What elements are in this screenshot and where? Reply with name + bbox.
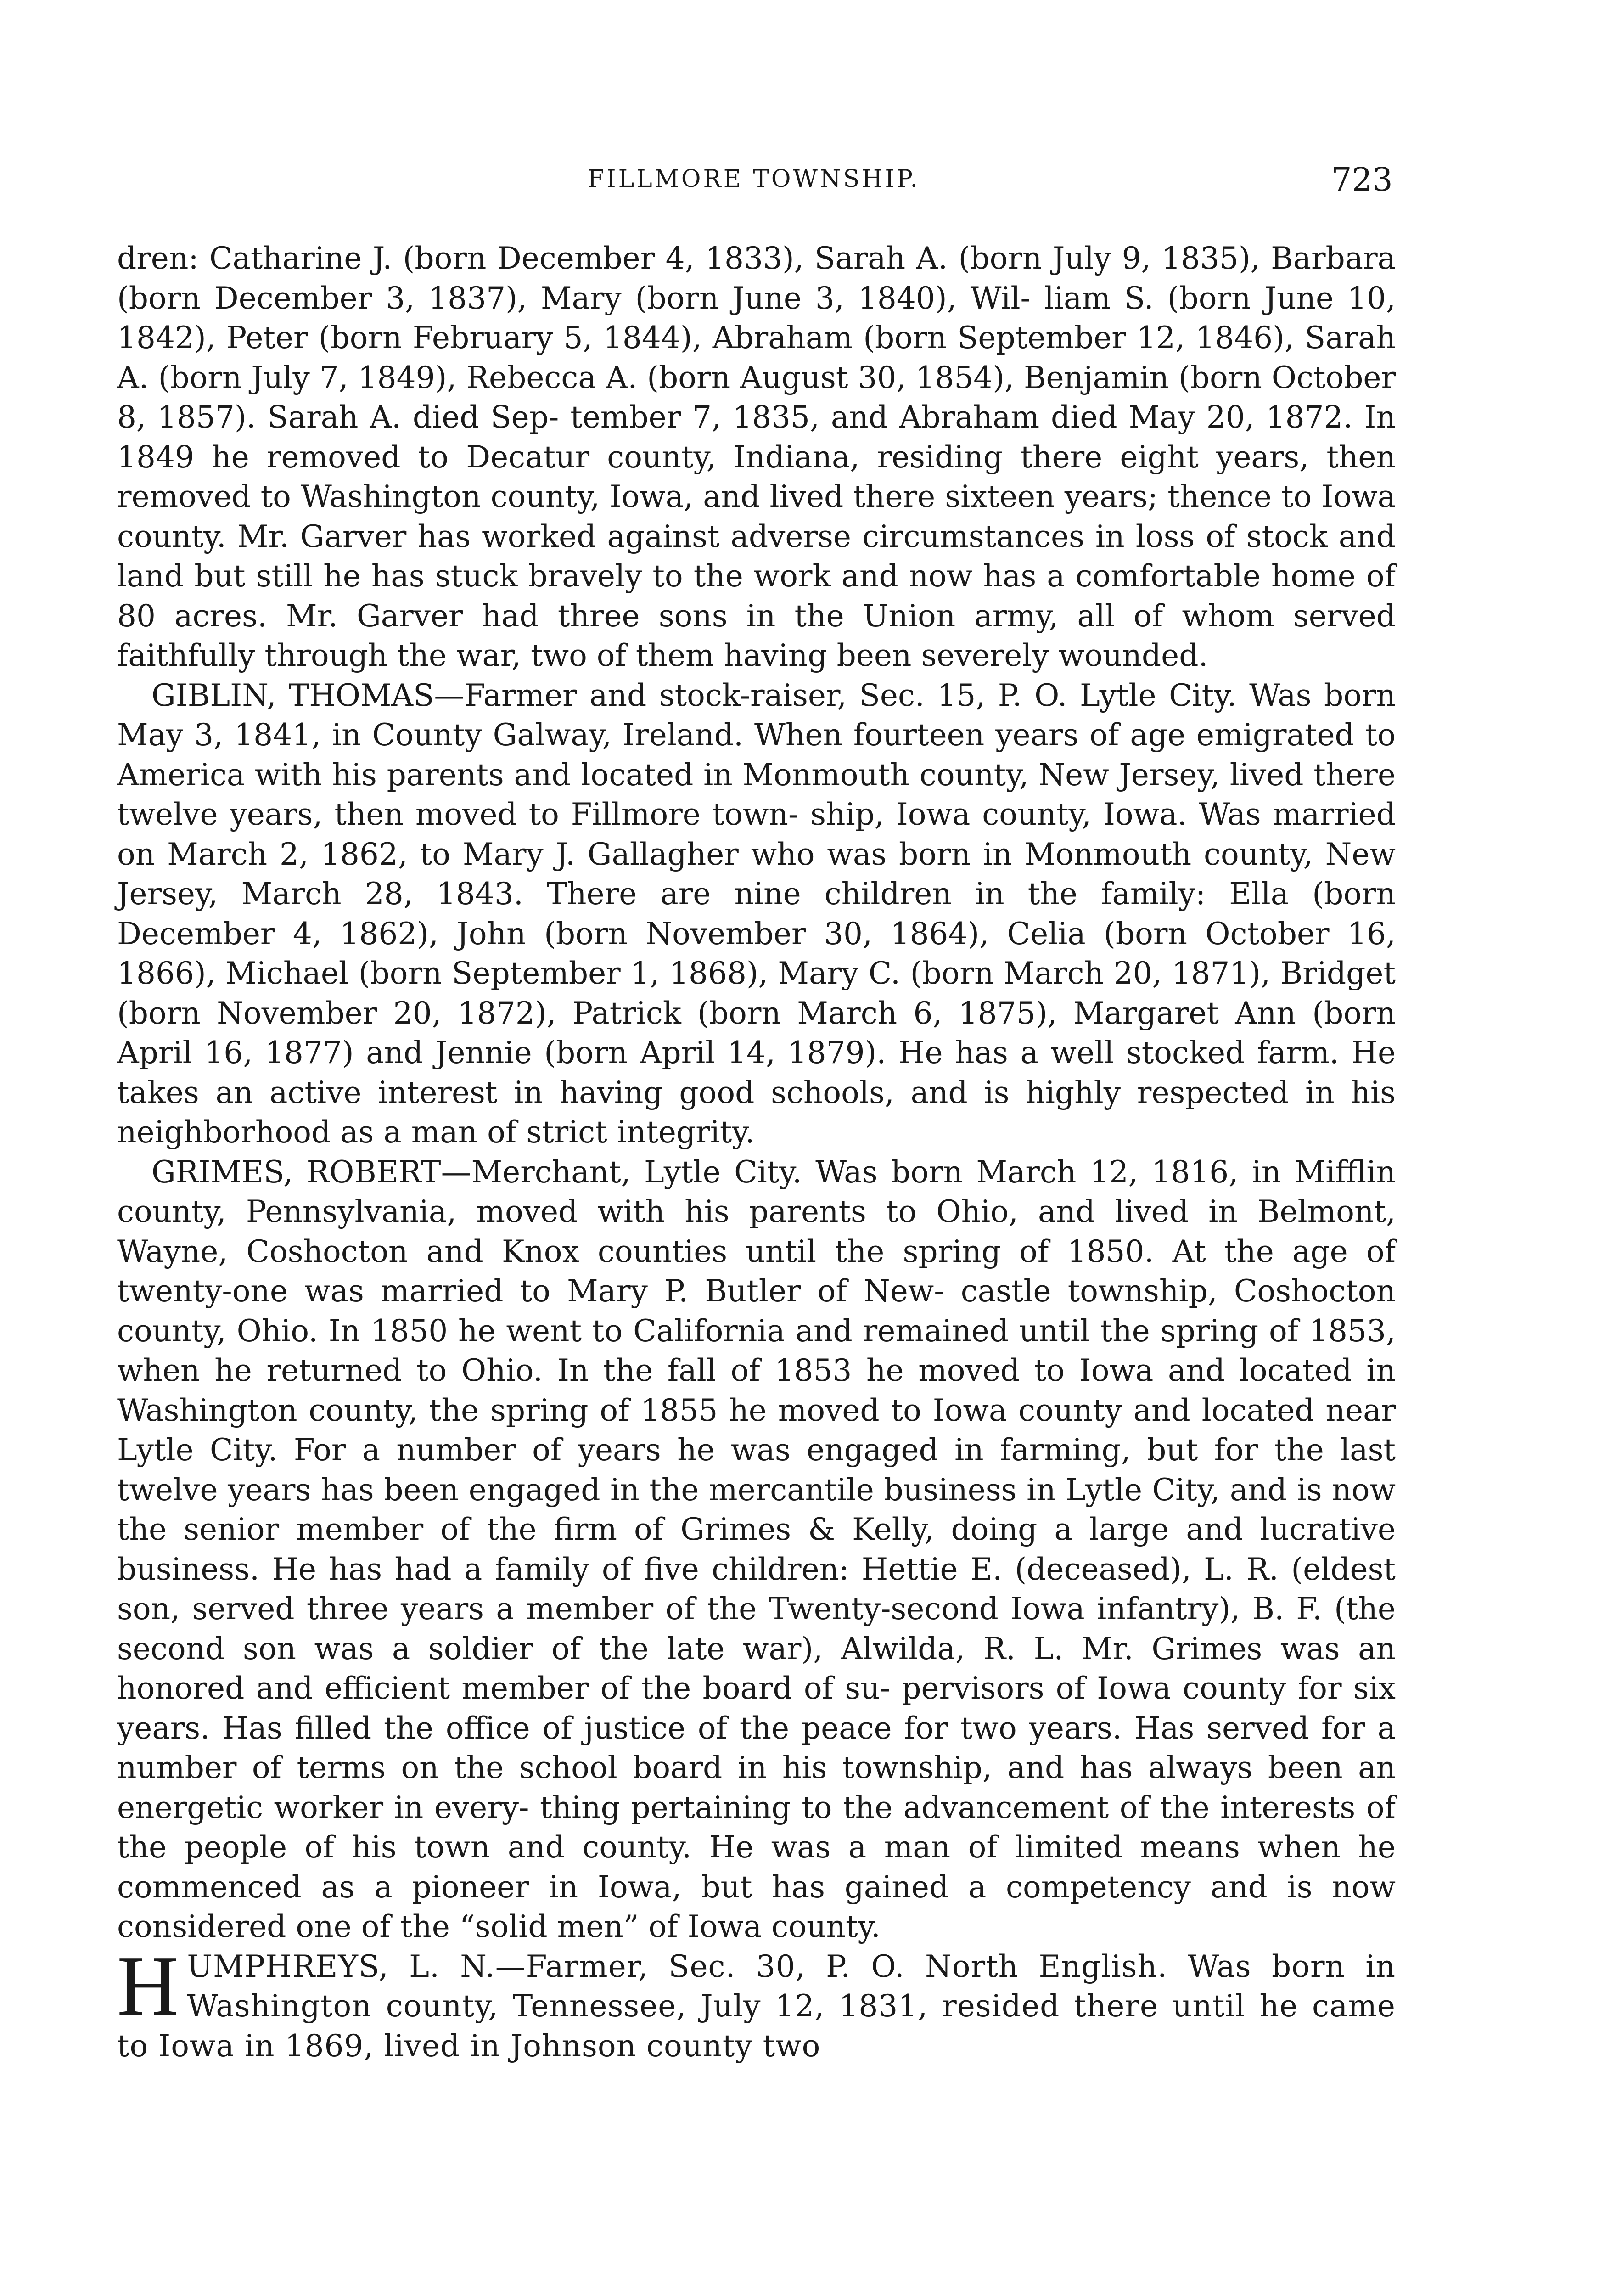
page-number: 723 <box>1331 161 1393 198</box>
text-column <box>117 239 1396 2066</box>
paragraph-garver-continued: dren: Catharine J. (born December 4, 1833), Sarah A. (born July 9, 1835), Barbara (born December 3, 1837), Mary (born June 3, 1840), Wil- liam S. (born June 10, 1842), Peter (born February 5, 1844), Abraham (born September 12, 1846), Sarah A. (born July 7, 1849), Rebecca A. (born August 30, 1854), Benjamin (born October 8, 1857). Sarah A. died Sep- tember 7, 1835, and Abraham died May 20, 1872. In 1849 he removed to Decatur county, Indiana, residing there eight years, then removed to Washington county, Iowa, and lived there sixteen years; thence to Iowa county. Mr. Garver has worked against adverse circumstances in loss of stock and land but still he has stuck bravely to the work and now has a comfortable home of 80 acres. Mr. Garver had three sons in the Union army, all of whom served faithfully through the war, two of them having been severely wounded. <box>117 241 1396 673</box>
running-head <box>0 161 1616 197</box>
drop-cap-initial: H <box>117 1938 179 2033</box>
running-title: FILLMORE TOWNSHIP. <box>588 165 920 193</box>
paragraph-giblin: GIBLIN, THOMAS—Farmer and stock-raiser, Sec. 15, P. O. Lytle City. Was born May 3, 1841, in County Galway, Ireland. When fourteen years of age emigrated to America with his parents and located in Monmouth county, New Jersey, lived there twelve years, then moved to Fillmore town- ship, Iowa county, Iowa. Was married on March 2, 1862, to Mary J. Gallagher who was born in Monmouth county, New Jersey, March 28, 1843. There are nine children in the family: Ella (born December 4, 1862), John (born November 30, 1864), Celia (born October 16, 1866), Michael (born September 1, 1868), Mary C. (born March 20, 1871), Bridget (born November 20, 1872), Patrick (born March 6, 1875), Margaret Ann (born April 16, 1877) and Jennie (born April 14, 1879). He has a well stocked farm. He takes an active interest in having good schools, and is highly respected in his neighborhood as a man of strict integrity. <box>117 677 1396 1150</box>
paragraph-humphreys-text: UMPHREYS, L. N.—Farmer, Sec. 30, P. O. North English. Was born in Washington county, Tennessee, July 12, 1831, resided there until he came to Iowa in 1869, lived in Johnson county two <box>117 1948 1396 2064</box>
paragraph-grimes: GRIMES, ROBERT—Merchant, Lytle City. Was born March 12, 1816, in Mifflin county, Pennsylvania, moved with his parents to Ohio, and lived in Belmont, Wayne, Coshocton and Knox counties until the spring of 1850. At the age of twenty-one was married to Mary P. Butler of New- castle township, Coshocton county, Ohio. In 1850 he went to California and remained until the spring of 1853, when he returned to Ohio. In the fall of 1853 he moved to Iowa and located in Washington county, the spring of 1855 he moved to Iowa county and located near Lytle City. For a number of years he was engaged in farming, but for the last twelve years has been engaged in the mercantile business in Lytle City, and is now the senior member of the firm of Grimes & Kelly, doing a large and lucrative business. He has had a family of five children: Hettie E. (deceased), L. R. (eldest son, served three years a member of the Twenty-second Iowa infantry), B. F. (the second son was a soldier of the late war), Alwilda, R. L. Mr. Grimes was an honored and efficient member of the board of su- pervisors of Iowa county for six years. Has filled the office of justice of the peace for two years. Has served for a number of terms on the school board in his township, and has always been an energetic worker in every- thing pertaining to the advancement of the interests of the people of his town and county. He was a man of limited means when he commenced as a pioneer in Iowa, but has gained a competency and is now considered one of the “solid men” of Iowa county. <box>117 1154 1396 1944</box>
paragraph-humphreys <box>117 1938 1396 2066</box>
